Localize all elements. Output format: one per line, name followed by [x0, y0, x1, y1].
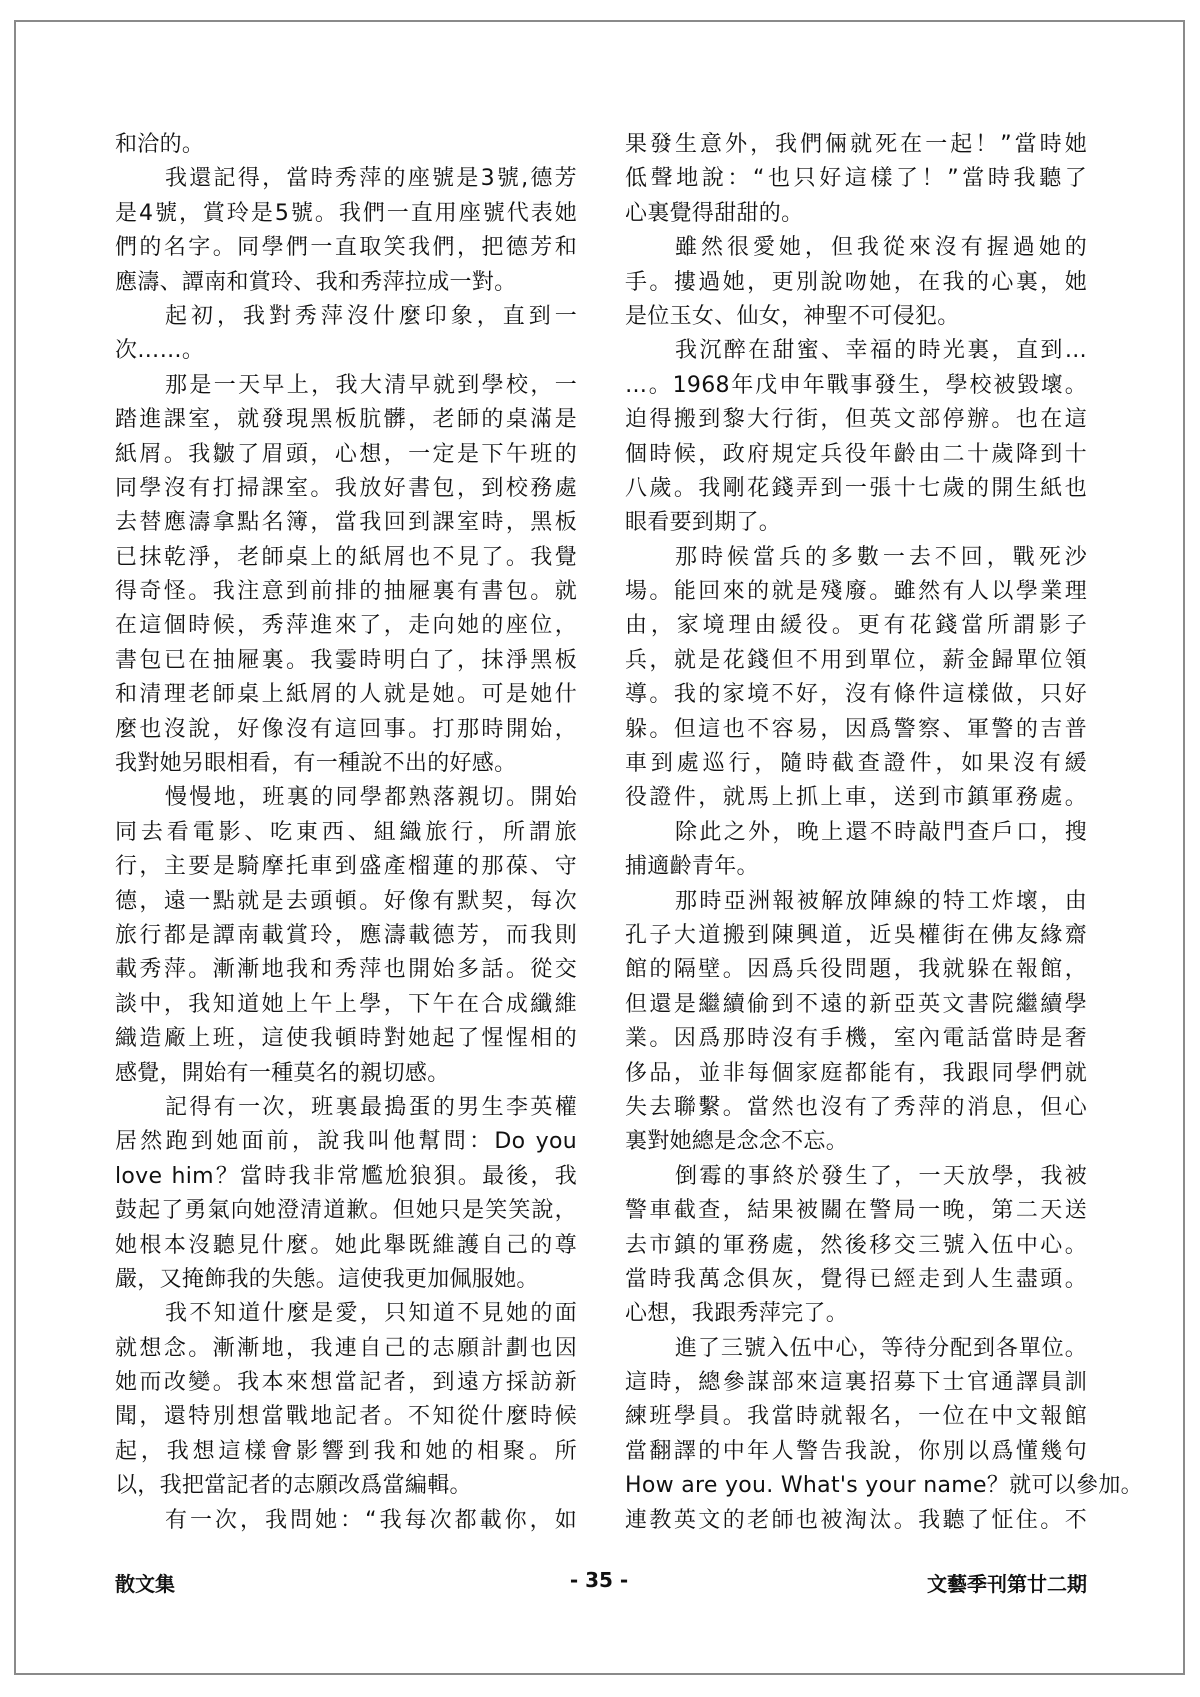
- text-line: 起，我想這樣會影響到我和她的相聚。所: [115, 1438, 577, 1464]
- text-line: 迫得搬到黎大行街，但英文部停辦。也在這: [625, 407, 1087, 433]
- text-line: 有一次，我問她：“我每次都載你，如: [165, 1507, 577, 1533]
- text-line: 聞，還特別想當戰地記者。不知從什麼時候: [115, 1404, 577, 1430]
- text-line: 低聲地說：“也只好這樣了！”當時我聽了: [625, 166, 1087, 192]
- text-line: 起初，我對秀萍沒什麼印象，直到一: [165, 303, 577, 329]
- text-line: 當翻譯的中年人警告我說，你別以爲懂幾句: [625, 1438, 1087, 1464]
- text-line: 連教英文的老師也被淘汰。我聽了怔住。不: [625, 1507, 1087, 1533]
- text-line: 館的隔壁。因爲兵役問題，我就躲在報館，: [625, 957, 1087, 983]
- footer-publication-title: 文藝季刊第廿二期: [927, 1572, 1087, 1596]
- text-line: 倒霉的事終於發生了，一天放學，我被: [675, 1163, 1087, 1189]
- text-line: 由，家境理由緩役。更有花錢當所謂影子: [625, 613, 1087, 639]
- text-line: 旅行都是譚南載賞玲，應濤載德芳，而我則: [115, 922, 577, 948]
- text-line: 次……。: [115, 338, 205, 364]
- text-line: 手。摟過她，更別說吻她，在我的心裏，她: [625, 269, 1087, 295]
- text-line: 個時候，政府規定兵役年齡由二十歲降到十: [625, 441, 1087, 467]
- text-line: 那是一天早上，我大清早就到學校，一: [165, 372, 577, 398]
- text-line: 雖然很愛她，但我從來沒有握過她的: [675, 235, 1087, 261]
- text-line: 我不知道什麼是愛，只知道不見她的面: [165, 1301, 577, 1327]
- text-line: 業。因爲那時沒有手機，室內電話當時是奢: [625, 1026, 1087, 1052]
- text-line: 居然跑到她面前，說我叫他幫問：Do you: [115, 1129, 577, 1155]
- right-column: [625, 128, 1143, 1538]
- text-line: 練班學員。我當時就報名，一位在中文報館: [625, 1404, 1087, 1430]
- text-line: 侈品，並非每個家庭都能有，我跟同學們就: [625, 1060, 1087, 1086]
- text-line: 眼看要到期了。: [625, 510, 782, 536]
- text-line: 就想念。漸漸地，我連自己的志願計劃也因: [115, 1335, 577, 1361]
- text-line: 我沉醉在甜蜜、幸福的時光裏，直到…: [675, 338, 1087, 364]
- text-line: 導。我的家境不好，沒有條件這樣做，只好: [625, 682, 1087, 708]
- text-line: 以，我把當記者的志願改爲當編輯。: [115, 1473, 472, 1499]
- text-line: 除此之外，晚上還不時敲門查戶口，搜: [675, 819, 1087, 845]
- text-line: 她而改變。我本來想當記者，到遠方採訪新: [115, 1370, 577, 1396]
- text-line: 八歲。我剛花錢弄到一張十七歲的開生紙也: [625, 475, 1087, 501]
- text-line: 和清理老師桌上紙屑的人就是她。可是她什: [115, 682, 577, 708]
- text-line: 德，遠一點就是去頭頓。好像有默契，每次: [115, 888, 577, 914]
- text-line: 兵，就是花錢但不用到單位，薪金歸單位領: [625, 647, 1087, 673]
- text-line: 心裏覺得甜甜的。: [625, 200, 804, 226]
- text-line: …。1968年戊申年戰事發生，學校被毀壞。: [625, 372, 1087, 398]
- text-line: 躲。但這也不容易，因爲警察、軍警的吉普: [625, 716, 1087, 742]
- left-column: [115, 128, 577, 1538]
- text-line: 同去看電影、吃東西、組織旅行，所謂旅: [115, 819, 577, 845]
- text-line: 記得有一次，班裏最搗蛋的男生李英權: [165, 1094, 577, 1120]
- text-line: 失去聯繫。當然也沒有了秀萍的消息，但心: [625, 1094, 1087, 1120]
- text-line: 我還記得，當時秀萍的座號是3號,德芳: [165, 166, 577, 192]
- text-line: 紙屑。我皺了眉頭，心想，一定是下午班的: [115, 441, 577, 467]
- text-line: 感覺，開始有一種莫名的親切感。: [115, 1060, 450, 1086]
- text-line: 裏對她總是念念不忘。: [625, 1129, 849, 1155]
- text-line: 談中，我知道她上午上學，下午在合成纖維: [115, 991, 577, 1017]
- text-line: love him？當時我非常尷尬狼狽。最後，我: [115, 1163, 577, 1189]
- text-line: 役證件，就馬上抓上車，送到市鎮軍務處。: [625, 785, 1087, 811]
- text-line: 踏進課室，就發現黑板肮髒，老師的桌滿是: [115, 407, 577, 433]
- text-line: 已抹乾淨，老師桌上的紙屑也不見了。我覺: [115, 544, 577, 570]
- text-line: 果發生意外，我們倆就死在一起！”當時她: [625, 132, 1087, 157]
- text-line: 去替應濤拿點名簿，當我回到課室時，黑板: [115, 510, 577, 536]
- text-line: 是位玉女、仙女，神聖不可侵犯。: [625, 303, 960, 329]
- text-line: 鼓起了勇氣向她澄清道歉。但她只是笑笑說，: [115, 1198, 577, 1224]
- text-line: 是4號，賞玲是5號。我們一直用座號代表她: [115, 200, 577, 226]
- text-line: 車到處巡行，隨時截查證件，如果沒有緩: [625, 751, 1087, 777]
- text-line: 孔子大道搬到陳興道，近吳權街在佛友緣齋: [625, 922, 1087, 948]
- text-line: 載秀萍。漸漸地我和秀萍也開始多話。從交: [115, 957, 577, 983]
- text-line: 得奇怪。我注意到前排的抽屜裏有書包。就: [115, 579, 577, 605]
- text-line: 當時我萬念俱灰，覺得已經走到人生盡頭。: [625, 1266, 1087, 1292]
- text-line: 去市鎮的軍務處，然後移交三號入伍中心。: [625, 1232, 1087, 1258]
- text-line: How are you. What's your name？就可以參加。: [625, 1473, 1143, 1499]
- text-line: 和洽的。: [115, 132, 205, 157]
- text-line: 但還是繼續偷到不遠的新亞英文書院繼續學: [625, 991, 1087, 1017]
- footer-section-title: 散文集: [115, 1572, 175, 1596]
- text-line: 們的名字。同學們一直取笑我們，把德芳和: [115, 235, 577, 261]
- text-line: 心想，我跟秀萍完了。: [625, 1301, 849, 1327]
- text-line: 麼也沒說，好像沒有這回事。打那時開始，: [115, 716, 577, 742]
- text-line: 警車截查，結果被關在警局一晚，第二天送: [625, 1198, 1087, 1224]
- text-line: 應濤、譚南和賞玲、我和秀萍拉成一對。: [115, 269, 517, 295]
- text-line: 這時，總參謀部來這裏招募下士官通譯員訓: [625, 1370, 1087, 1396]
- text-line: 那時亞洲報被解放陣線的特工炸壞，由: [675, 888, 1087, 914]
- text-line: 嚴，又掩飾我的失態。這使我更加佩服她。: [115, 1266, 539, 1292]
- text-line: 織造廠上班，這使我頓時對她起了惺惺相的: [115, 1026, 577, 1052]
- text-line: 那時候當兵的多數一去不回，戰死沙: [675, 544, 1087, 570]
- text-line: 她根本沒聽見什麼。她此舉既維護自己的尊: [115, 1232, 577, 1258]
- text-line: 行，主要是騎摩托車到盛產榴蓮的那葆、守: [115, 854, 577, 880]
- text-line: 同學沒有打掃課室。我放好書包，到校務處: [115, 475, 577, 501]
- page-number: - 35 -: [569, 1568, 629, 1592]
- text-line: 場。能回來的就是殘廢。雖然有人以學業理: [625, 579, 1087, 605]
- text-line: 慢慢地，班裏的同學都熟落親切。開始: [165, 785, 577, 811]
- text-line: 捕適齡青年。: [625, 854, 759, 880]
- text-line: 書包已在抽屜裏。我霎時明白了，抹淨黑板: [115, 647, 577, 673]
- text-line: 我對她另眼相看，有一種說不出的好感。: [115, 751, 517, 777]
- text-line: 在這個時候，秀萍進來了，走向她的座位，: [115, 613, 577, 639]
- text-line: 進了三號入伍中心，等待分配到各單位。: [675, 1335, 1087, 1361]
